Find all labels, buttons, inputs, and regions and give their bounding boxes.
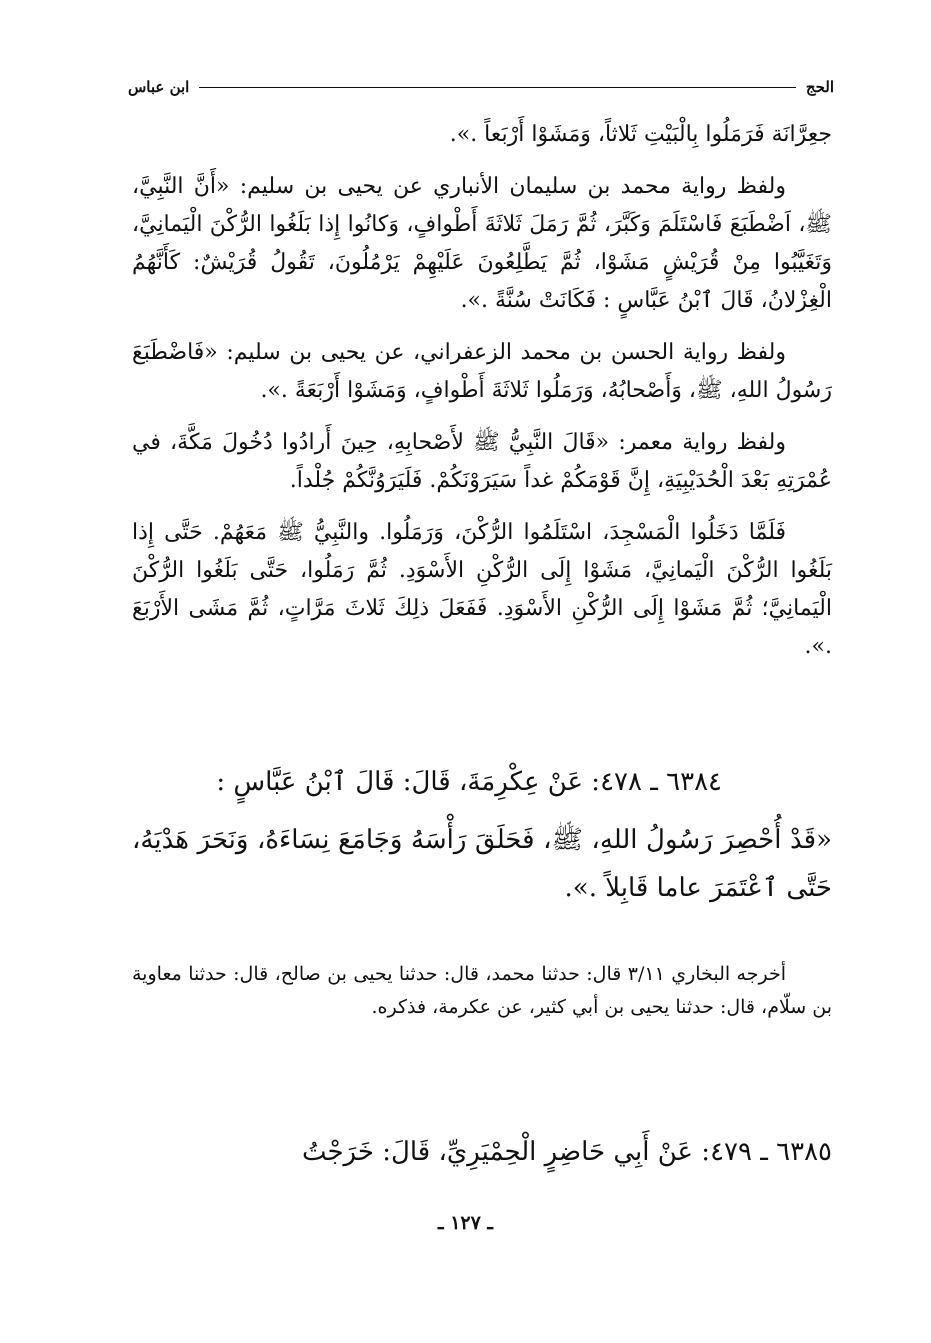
header-rule [199, 87, 796, 88]
hadith-478-text: «قَدْ أُحْصِرَ رَسُولُ اللهِ، ﷺ، فَحَلَقَ رَأْسَهُ وَجَامَعَ نِسَاءَهُ، وَنَحَرَ هَدْيَهُ، حَتَّى ٱعْتَمَرَ عاما قَابِلاً .». [132, 825, 832, 903]
hadith-478-takhrij [132, 958, 832, 1024]
hadith-478-title: ٦٣٨٤ ـ ٤٧٨: عَنْ عِكْرِمَةَ، قَالَ: قَالَ ٱبْنُ عَبَّاسٍ : [216, 767, 722, 797]
paragraph-mamar-continuation: فَلَمَّا دَخَلُوا الْمَسْجِدَ، اسْتَلَمُوا الرُّكْنَ، وَرَمَلُوا. والنَّبِيُّ ﷺ مَعَهُمْ. حَتَّى إِذا بَلَغُوا الرُّكْنَ الْيَمانِيَّ، مَشَوْا إِلَى الرُّكْنِ الأَسْوَدِ. ثُمَّ رَمَلُوا، حَتَّى بَلَغُوا الرُّكْنَ الْيَمانِيَّ؛ ثُمَّ مَشَوْا إِلَى الرُّكْنِ الأَسْوَدِ. فَفَعَلَ ذلِكَ ثَلاثَ مَرَّاتٍ، ثُمَّ مَشَى الأَرْبَعَ .». [132, 520, 832, 659]
paragraph-mamar-narration: ولفظ رواية معمر: «قَالَ النَّبِيُّ ﷺ لأَصْحابِهِ، حِينَ أَرادُوا دُخُولَ مَكَّةَ، في عُمْرَتِهِ بَعْدَ الْحُدَيْبِيَةِ، إِنَّ قَوْمَكُمْ غداً سَيَرَوْنَكُمْ. فَلَيَرَوُنَّكُمْ جُلْداً. [132, 430, 832, 493]
hadith-479-title: ٦٣٨٥ ـ ٤٧٩: عَنْ أَبِي حَاضِرٍ الْحِمْيَرِيِّ، قَالَ: خَرَجْتُ [301, 1137, 832, 1167]
header-chapter: الحج [805, 78, 834, 96]
header-narrator: ابن عباس [128, 78, 190, 96]
running-header [128, 72, 834, 102]
paragraph-zafarani-narration: ولفظ رواية الحسن بن محمد الزعفراني، عن يحيى بن سليم: «فَاضْطَبَعَ رَسُولُ اللهِ، ﷺ، وَأَصْحابُهُ، وَرَمَلُوا ثَلاثَةَ أَطْوافٍ، وَمَشَوْا أَرْبَعَةً .». [132, 340, 832, 403]
main-text [132, 116, 832, 666]
hadith-478 [132, 762, 832, 912]
paragraph-ansari-narration: ولفظ رواية محمد بن سليمان الأنباري عن يحيى بن سليم: «أَنَّ النَّبِيَّ، ﷺ، اَضْطَبَعَ فَاسْتَلَمَ وَكَبَّرَ، ثُمَّ رَمَلَ ثَلاثَةَ أَطْوافٍ، وَكانُوا إِذا بَلَغُوا الرُّكْنَ الْيَمانِيَّ، وَتَغَيَّبُوا مِنْ قُرَيْشٍ مَشَوْا، ثُمَّ يَطَّلِعُونَ عَلَيْهِمْ يَرْمُلُونَ، تَقُولُ قُرَيْشٌ: كَأَنَّهُمُ الْغِزْلانُ، قَالَ ٱبْنُ عَبَّاسٍ : فَكَانَتْ سُنَّةً .». [132, 174, 832, 313]
takhrij-text: أخرجه البخاري ٣/١١ قال: حدثنا محمد، قال: حدثنا يحيى بن صالح، قال: حدثنا معاوية بن سلّام، قال: حدثنا يحيى بن أبي كثير، عن عكرمة، فذكره. [132, 963, 832, 1018]
hadith-479 [132, 1132, 832, 1172]
page-number: ـ ١٢٧ ـ [438, 1212, 493, 1234]
paragraph-continuation: جعِرَّانَة فَرَمَلُوا بِالْبَيْتِ ثَلاثاً، وَمَشَوْا أَرْبَعاً .». [449, 122, 832, 147]
